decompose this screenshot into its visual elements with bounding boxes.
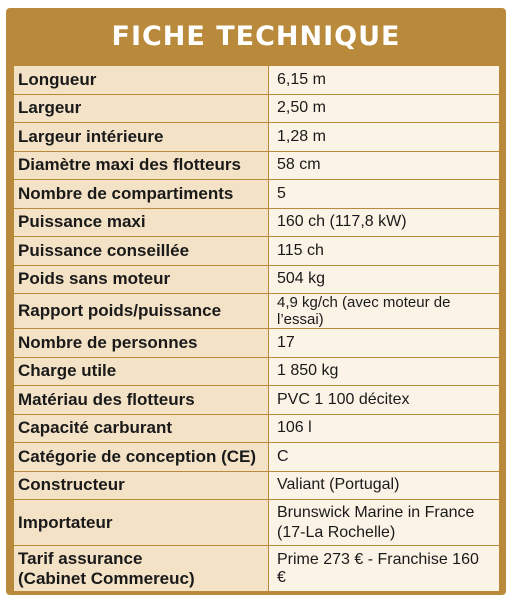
row-value: 115 ch	[269, 237, 500, 266]
row-label	[14, 546, 269, 592]
row-label: Poids sans moteur	[14, 265, 269, 294]
table-row	[14, 237, 500, 266]
table-row	[14, 443, 500, 472]
row-value: 6,15 m	[269, 66, 500, 95]
row-label: Puissance maxi	[14, 208, 269, 237]
row-label: Nombre de compartiments	[14, 180, 269, 209]
table-row	[14, 546, 500, 592]
row-label-line: Tarif assurance	[18, 548, 143, 568]
row-label: Importateur	[14, 500, 269, 546]
table-row	[14, 386, 500, 415]
table-row	[14, 151, 500, 180]
row-value: 1,28 m	[269, 123, 500, 152]
row-label: Nombre de personnes	[14, 329, 269, 358]
row-value: 1 850 kg	[269, 357, 500, 386]
card-title: FICHE TECHNIQUE	[111, 20, 401, 52]
table-row	[14, 94, 500, 123]
spec-table	[13, 65, 500, 592]
row-label: Charge utile	[14, 357, 269, 386]
row-label: Rapport poids/puissance	[14, 294, 269, 329]
row-value	[269, 500, 500, 546]
row-label: Constructeur	[14, 471, 269, 500]
table-row	[14, 265, 500, 294]
row-value: 4,9 kg/ch (avec moteur de l’essai)	[269, 294, 500, 329]
row-value: 5	[269, 180, 500, 209]
row-label: Catégorie de conception (CE)	[14, 443, 269, 472]
table-row	[14, 329, 500, 358]
row-value: PVC 1 100 décitex	[269, 386, 500, 415]
row-value: 17	[269, 329, 500, 358]
table-row	[14, 471, 500, 500]
table-row	[14, 66, 500, 95]
spec-card	[6, 8, 506, 595]
row-value: 160 ch (117,8 kW)	[269, 208, 500, 237]
row-value: 106 l	[269, 414, 500, 443]
row-value: 58 cm	[269, 151, 500, 180]
row-value-line: Brunswick Marine in France	[277, 503, 475, 521]
row-label: Longueur	[14, 66, 269, 95]
row-label: Diamètre maxi des flotteurs	[14, 151, 269, 180]
row-label: Puissance conseillée	[14, 237, 269, 266]
row-value-line: (17-La Rochelle)	[277, 523, 396, 541]
table-row	[14, 180, 500, 209]
table-row	[14, 414, 500, 443]
row-label: Largeur intérieure	[14, 123, 269, 152]
row-value: 2,50 m	[269, 94, 500, 123]
row-label-line: (Cabinet Commereuc)	[18, 568, 195, 588]
table-row	[14, 357, 500, 386]
row-label: Capacité carburant	[14, 414, 269, 443]
table-row	[14, 294, 500, 329]
row-value: 504 kg	[269, 265, 500, 294]
row-value: Prime 273 € - Franchise 160 €	[269, 546, 500, 592]
table-row	[14, 208, 500, 237]
row-value: C	[269, 443, 500, 472]
row-label: Matériau des flotteurs	[14, 386, 269, 415]
row-value: Valiant (Portugal)	[269, 471, 500, 500]
row-label: Largeur	[14, 94, 269, 123]
table-row	[14, 500, 500, 546]
table-row	[14, 123, 500, 152]
